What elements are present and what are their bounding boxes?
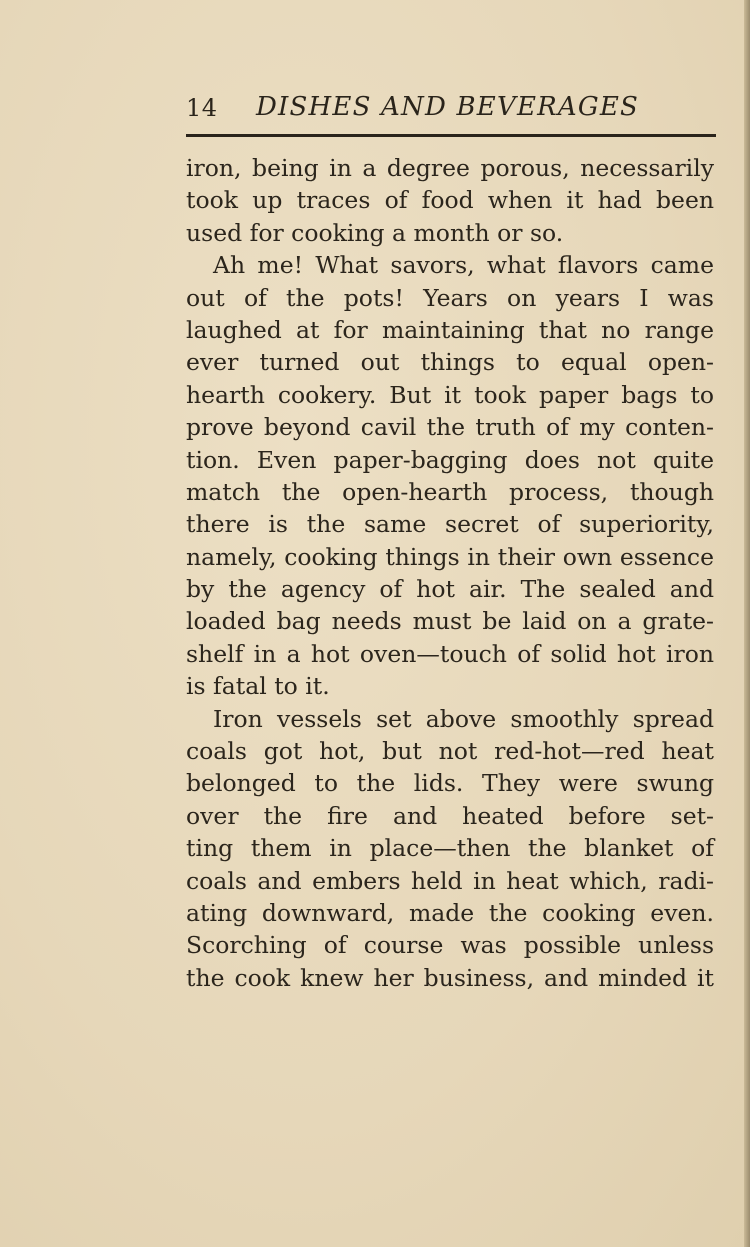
paragraph-2 — [186, 249, 714, 702]
text-line: coals got hot, but not red-hot—red heat — [186, 737, 714, 766]
text-line: out of the pots! Years on years I was — [186, 283, 714, 312]
text-line: ating downward, made the cooking even. — [186, 898, 714, 927]
text-line: Iron vessels set above smoothly spread — [213, 704, 714, 733]
text-line: by the agency of hot air. The sealed and — [186, 575, 714, 604]
running-head — [186, 90, 716, 130]
header-rule — [186, 134, 716, 137]
text-line: prove beyond cavil the truth of my conten- — [186, 413, 714, 442]
text-line: namely, cooking things in their own essence — [186, 542, 714, 571]
text-line: belonged to the lids. They were swung — [186, 769, 714, 798]
text-line: Ah me! What savors, what flavors came — [213, 251, 714, 280]
text-line: match the open-hearth process, though — [186, 477, 714, 506]
text-line: laughed at for maintaining that no range — [186, 315, 714, 344]
text-line: iron, being in a degree porous, necessarily — [186, 154, 714, 182]
running-title: DISHES AND BEVERAGES — [256, 92, 640, 122]
text-line: the cook knew her business, and minded it — [186, 963, 714, 992]
text-line: used for cooking a month or so. — [186, 218, 564, 247]
text-line: ever turned out things to equal open- — [186, 348, 714, 377]
text-line: Scorching of course was possible unless — [186, 931, 714, 960]
page-gutter-shadow — [744, 0, 750, 1247]
text-line: there is the same secret of superiority, — [186, 510, 714, 539]
text-line: shelf in a hot oven—touch of solid hot iron — [186, 639, 714, 668]
text-line: ting them in place—then the blanket of — [186, 834, 714, 863]
text-line: took up traces of food when it had been — [186, 186, 714, 215]
body-text — [186, 152, 714, 994]
paragraph-1 — [186, 152, 714, 249]
text-line: over the fire and heated before set- — [186, 801, 714, 830]
text-line: hearth cookery. But it took paper bags to — [186, 380, 714, 409]
paragraph-3 — [186, 703, 714, 995]
text-line: tion. Even paper-bagging does not quite — [186, 445, 714, 474]
page-number: 14 — [186, 94, 218, 122]
text-line: coals and embers held in heat which, radi- — [186, 866, 714, 895]
text-line: loaded bag needs must be laid on a grate- — [186, 607, 714, 636]
text-line: is fatal to it. — [186, 672, 330, 701]
